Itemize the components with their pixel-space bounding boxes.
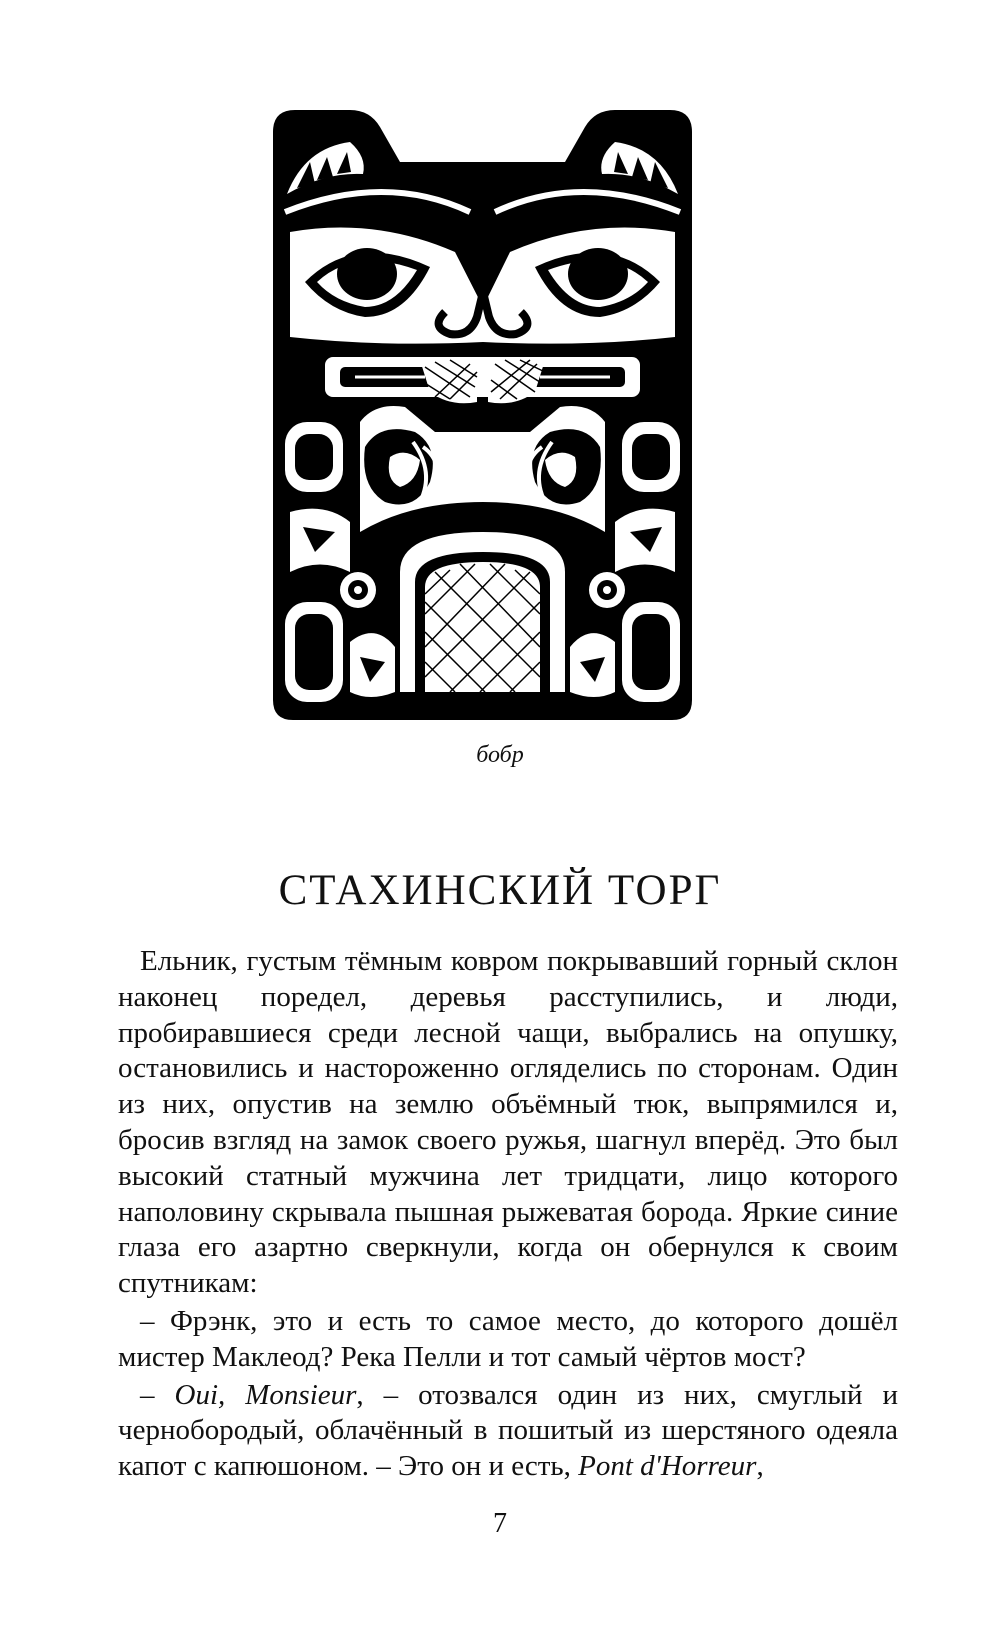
text-run: Ельник, густым тёмным ковром покрывавший горный склон наконец поредел, деревья расступились, и люди, пробиравшиеся среди лесной чащи, выбрались на опушку, остановились и настороженно огляделись по сторонам. Один из них, опустив на землю объёмный тюк, выпрямился и, бросив взгляд на замок своего ружья, шагнул вперёд. Это был высокий статный мужчина лет тридцати, лицо которого наполовину скрывала пышная рыжеватая борода. Яркие синие глаза его азартно сверкнули, когда он обернулся к своим спутникам: (118, 945, 898, 1300)
paragraph (118, 944, 898, 1302)
text-run: , (756, 1450, 764, 1483)
italic-run: Oui, Monsieur (174, 1378, 357, 1411)
beaver-totem-icon (255, 102, 710, 742)
paragraph (118, 1378, 898, 1485)
text-run: – (140, 1378, 175, 1411)
paragraph (118, 1304, 898, 1376)
body-text (118, 944, 898, 1485)
page-number: 7 (493, 1508, 507, 1539)
chapter-title: СТАХИНСКИЙ ТОРГ (278, 867, 722, 914)
text-run: , – отозвался один из них, смуглый и чернобородый, облачённый в пошитый из шерстяного одеяла капот с капюшоном. – Это он и есть, (118, 1378, 898, 1483)
illustration-caption: бобр (476, 742, 524, 768)
text-run: – Фрэнк, это и есть то самое место, до которого дошёл мистер Маклеод? Река Пелли и тот самый чёртов мост? (118, 1304, 898, 1373)
italic-run: Pont d'Horreur (578, 1450, 757, 1483)
